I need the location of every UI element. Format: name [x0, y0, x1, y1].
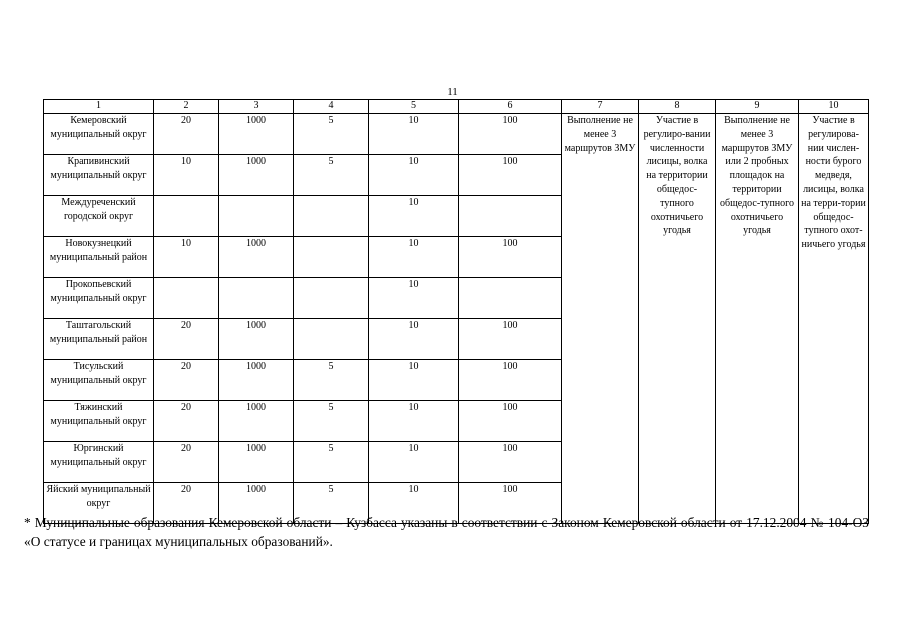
municipality-name: Тисульский муниципальный округ — [44, 360, 154, 401]
cell-c4 — [294, 278, 369, 319]
column-header: 2 — [154, 100, 219, 114]
municipality-name: Таштагольский муниципальный район — [44, 319, 154, 360]
municipality-name: Тяжинский муниципальный округ — [44, 401, 154, 442]
cell-c6 — [459, 278, 562, 319]
cell-c3 — [219, 278, 294, 319]
cell-c6: 100 — [459, 319, 562, 360]
cell-c5: 10 — [369, 360, 459, 401]
cell-c3: 1000 — [219, 401, 294, 442]
column-header: 7 — [562, 100, 639, 114]
cell-c3: 1000 — [219, 360, 294, 401]
merged-col9: Выполнение не менее 3 маршрутов ЗМУ или 2 пробных площадок на территории общедос-тупного охотничьего угодья — [716, 114, 799, 524]
cell-c2: 20 — [154, 442, 219, 483]
merged-col8: Участие в регулиро-вании численности лисицы, волка на территории общедос-тупного охотничьего угодья — [639, 114, 716, 524]
cell-c5: 10 — [369, 278, 459, 319]
header-row — [44, 100, 869, 114]
cell-c3: 1000 — [219, 442, 294, 483]
data-table — [43, 99, 869, 524]
cell-c5: 10 — [369, 114, 459, 155]
column-header: 5 — [369, 100, 459, 114]
cell-c3: 1000 — [219, 319, 294, 360]
cell-c2: 10 — [154, 237, 219, 278]
merged-col7: Выполнение не менее 3 маршрутов ЗМУ — [562, 114, 639, 524]
municipality-name: Яйский муниципальный округ — [44, 483, 154, 524]
cell-c5: 10 — [369, 401, 459, 442]
municipality-name: Междуреченский городской округ — [44, 196, 154, 237]
cell-c5: 10 — [369, 483, 459, 524]
cell-c4: 5 — [294, 442, 369, 483]
cell-c4 — [294, 319, 369, 360]
cell-c2: 20 — [154, 401, 219, 442]
page-number: 11 — [447, 86, 458, 98]
table-row — [44, 114, 869, 155]
municipality-name: Юргинский муниципальный округ — [44, 442, 154, 483]
cell-c6: 100 — [459, 442, 562, 483]
cell-c3: 1000 — [219, 483, 294, 524]
cell-c5: 10 — [369, 196, 459, 237]
column-header: 10 — [799, 100, 869, 114]
column-header: 4 — [294, 100, 369, 114]
cell-c2: 20 — [154, 483, 219, 524]
cell-c3: 1000 — [219, 237, 294, 278]
cell-c2: 20 — [154, 319, 219, 360]
cell-c4: 5 — [294, 114, 369, 155]
municipality-name: Новокузнецкий муниципальный район — [44, 237, 154, 278]
column-header: 8 — [639, 100, 716, 114]
column-header: 9 — [716, 100, 799, 114]
cell-c5: 10 — [369, 442, 459, 483]
cell-c6 — [459, 196, 562, 237]
cell-c4: 5 — [294, 483, 369, 524]
cell-c3 — [219, 196, 294, 237]
cell-c5: 10 — [369, 319, 459, 360]
cell-c6: 100 — [459, 114, 562, 155]
cell-c6: 100 — [459, 483, 562, 524]
column-header: 3 — [219, 100, 294, 114]
cell-c4: 5 — [294, 360, 369, 401]
cell-c2: 10 — [154, 155, 219, 196]
municipality-name: Крапивинский муниципальный округ — [44, 155, 154, 196]
column-header: 1 — [44, 100, 154, 114]
cell-c2: 20 — [154, 360, 219, 401]
cell-c2 — [154, 278, 219, 319]
cell-c5: 10 — [369, 155, 459, 196]
footnote: * Муниципальные образования Кемеровской области – Кузбасса указаны в соответствии с Законом Кемеровской области от 17.12.2004 № 104-ОЗ «О статусе и границах муниципальных образований». — [24, 515, 869, 549]
cell-c4: 5 — [294, 155, 369, 196]
cell-c3: 1000 — [219, 114, 294, 155]
cell-c6: 100 — [459, 237, 562, 278]
cell-c2 — [154, 196, 219, 237]
cell-c6: 100 — [459, 360, 562, 401]
municipality-name: Прокопьевский муниципальный округ — [44, 278, 154, 319]
cell-c4 — [294, 237, 369, 278]
merged-col10: Участие в регулирова-нии числен-ности бурого медведя, лисицы, волка на терри-тории общедос-тупного охот-ничьего угодья — [799, 114, 869, 524]
cell-c4: 5 — [294, 401, 369, 442]
municipality-name: Кемеровский муниципальный округ — [44, 114, 154, 155]
cell-c5: 10 — [369, 237, 459, 278]
cell-c3: 1000 — [219, 155, 294, 196]
column-header: 6 — [459, 100, 562, 114]
cell-c6: 100 — [459, 155, 562, 196]
cell-c4 — [294, 196, 369, 237]
cell-c2: 20 — [154, 114, 219, 155]
cell-c6: 100 — [459, 401, 562, 442]
